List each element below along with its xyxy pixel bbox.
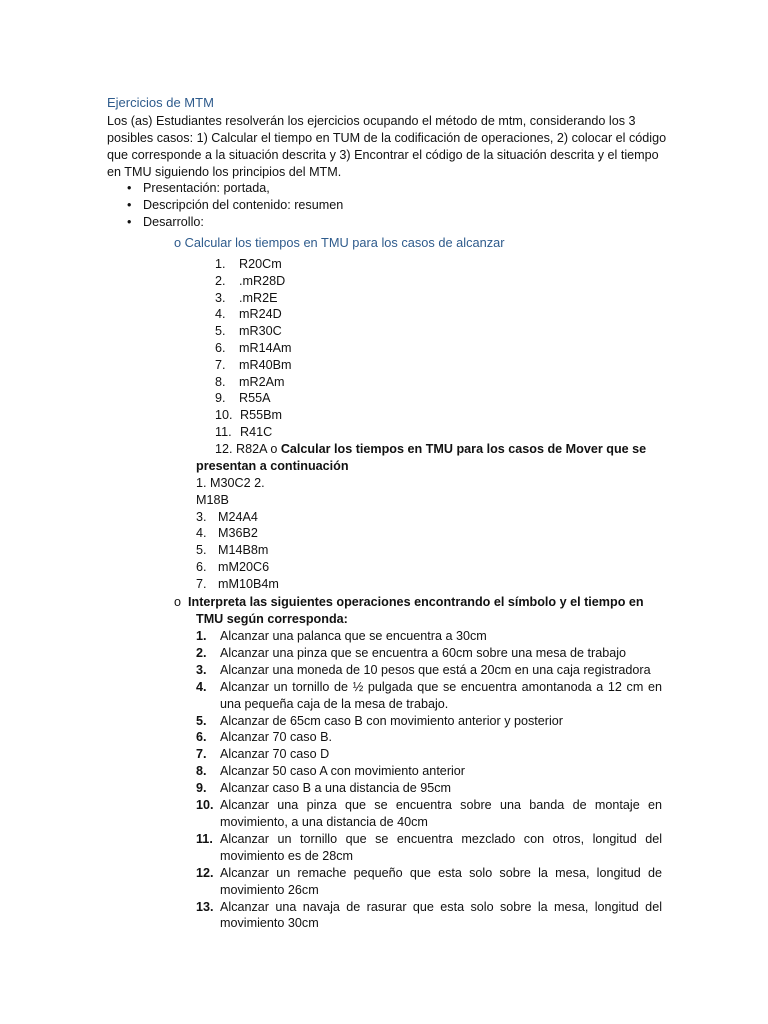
item-code: mR30C — [239, 324, 282, 339]
item-code: mR24D — [239, 307, 282, 322]
item-text: Alcanzar una pinza que se encuentra sobre una banda de montaje en movimiento, a una distancia de 40cm — [220, 798, 662, 829]
item-text: Alcanzar una navaja de rasurar que esta solo sobre la mesa, longitud del movimiento 30cm — [220, 899, 662, 931]
item-number: 6. — [196, 730, 207, 745]
item-number: 6. — [215, 340, 226, 355]
item-number: 3. — [196, 662, 207, 677]
item-number: 11. — [215, 424, 232, 439]
item-code: R41C — [240, 424, 273, 439]
item-code: mR2Am — [239, 374, 285, 389]
item-number: 7. — [196, 576, 207, 591]
alcanzar-list — [215, 256, 291, 441]
list-item — [196, 780, 662, 797]
list-item — [215, 390, 291, 407]
bullet-item: • Desarrollo: — [127, 214, 343, 231]
bullet-list — [127, 180, 343, 231]
interpreta-heading-line1: Interpreta las siguientes operaciones encontrando el símbolo y el tiempo en — [188, 595, 644, 609]
item-number: 11. — [196, 831, 213, 846]
item-text: Alcanzar 70 caso D — [220, 747, 330, 762]
interpreta-heading — [174, 594, 662, 628]
list-item — [196, 763, 662, 780]
item-text: Alcanzar caso B a una distancia de 95cm — [220, 781, 452, 796]
list-item — [196, 576, 279, 593]
item-number: 7. — [215, 357, 226, 372]
list-item — [215, 374, 291, 391]
list-item — [215, 323, 291, 340]
mover-heading-line1 — [215, 441, 646, 458]
item-number: 2. — [215, 273, 226, 288]
item-number: 12. — [196, 865, 214, 880]
list-item — [196, 831, 662, 865]
list-item — [215, 424, 291, 441]
sub-bullet-marker: o — [174, 595, 182, 609]
list-item — [196, 559, 279, 576]
item-number: 3. — [215, 290, 226, 305]
item-text: Alcanzar un tornillo que se encuentra mezclado con otros, longitud del movimiento es de 28cm — [220, 831, 662, 863]
item-text: Alcanzar una pinza que se encuentra a 60cm sobre una mesa de trabajo — [220, 645, 627, 660]
item-number: 1. — [215, 257, 226, 271]
list-item — [196, 645, 662, 662]
list-item: M18B — [196, 492, 229, 507]
mover-list — [196, 475, 279, 593]
item-number: 7. — [196, 747, 207, 762]
list-item — [215, 306, 291, 323]
item-number: 2. — [196, 645, 207, 660]
item-number: 4. — [196, 679, 207, 694]
item-text: Alcanzar un remache pequeño que esta solo sobre la mesa, longitud de movimiento 26cm — [220, 865, 662, 897]
item-number: 9. — [215, 391, 226, 406]
item-code: mM20C6 — [218, 559, 270, 574]
item-code: M14B8m — [218, 543, 269, 558]
mover-heading-line2: presentan a continuación — [196, 459, 349, 473]
document-title: Ejercicios de MTM — [107, 95, 214, 110]
item-12-prefix: 12. R82A o — [215, 442, 281, 456]
list-item — [196, 628, 662, 645]
item-number: 5. — [196, 713, 207, 728]
list-item: 1. M30C2 2. — [196, 476, 265, 490]
item-number: 6. — [196, 559, 207, 574]
item-code: mM10B4m — [218, 576, 279, 591]
interpreta-list — [196, 628, 662, 932]
item-number: 4. — [215, 307, 226, 322]
item-number: 5. — [215, 324, 226, 339]
item-code: mR40Bm — [239, 357, 292, 372]
list-item — [215, 357, 291, 374]
item-text: Alcanzar 70 caso B. — [220, 730, 333, 745]
item-number: 8. — [196, 764, 207, 779]
item-number: 4. — [196, 526, 207, 541]
item-code: M24A4 — [218, 509, 258, 524]
intro-paragraph — [107, 113, 667, 181]
list-item — [196, 899, 662, 933]
list-item — [215, 273, 291, 290]
list-item — [196, 679, 662, 713]
item-code: R20Cm — [239, 257, 282, 271]
list-item — [215, 340, 291, 357]
intro-text: Los (as) Estudiantes resolverán los ejercicios ocupando el método de mtm, considerando los 3 posibles casos: 1) Calcular el tiempo en TUM de la codificación de operaciones, 2) colocar el código que corresponde a la situación descrita y 3) Encontrar el código de la situación descrita y el tiempo en TMU siguiendo los principios del MTM. — [107, 114, 667, 179]
item-number: 13. — [196, 899, 214, 914]
list-item — [196, 509, 279, 526]
list-item — [196, 746, 662, 763]
item-number: 10. — [215, 408, 233, 423]
item-text: Alcanzar de 65cm caso B con movimiento anterior y posterior — [220, 713, 563, 728]
item-text: Alcanzar un tornillo de ½ pulgada que se encuentra amontanoda a 12 cm en una pequeña caja de la mesa de trabajo. — [220, 679, 662, 711]
list-item — [196, 713, 662, 730]
list-item — [196, 525, 279, 542]
item-text: Alcanzar una palanca que se encuentra a 30cm — [220, 629, 487, 643]
item-code: M36B2 — [218, 526, 258, 541]
list-item — [215, 256, 291, 273]
item-number: 9. — [196, 781, 207, 796]
list-item — [196, 729, 662, 746]
alcanzar-heading: o Calcular los tiempos en TMU para los casos de alcanzar — [174, 235, 505, 250]
item-code: R55A — [239, 391, 271, 406]
mover-heading-bold: Calcular los tiempos en TMU para los casos de Mover que se — [280, 442, 647, 456]
list-item — [196, 542, 279, 559]
bullet-item: • Presentación: portada, — [127, 180, 343, 197]
item-code: R55Bm — [240, 408, 282, 423]
list-item — [215, 290, 291, 307]
item-code: mR14Am — [239, 340, 292, 355]
item-number: 8. — [215, 374, 226, 389]
item-text: Alcanzar 50 caso A con movimiento anterior — [220, 764, 466, 779]
list-item — [196, 865, 662, 899]
bullet-item: • Descripción del contenido: resumen — [127, 197, 343, 214]
list-item — [196, 797, 662, 831]
item-number: 1. — [196, 629, 207, 643]
interpreta-heading-line2: TMU según corresponda: — [196, 611, 348, 626]
list-item — [215, 407, 291, 424]
item-code: .mR2E — [239, 290, 278, 305]
item-text: Alcanzar una moneda de 10 pesos que está a 20cm en una caja registradora — [220, 662, 651, 677]
item-number: 5. — [196, 543, 207, 558]
item-number: 3. — [196, 509, 207, 524]
item-number: 10. — [196, 798, 214, 813]
item-code: .mR28D — [239, 273, 286, 288]
list-item — [196, 662, 662, 679]
